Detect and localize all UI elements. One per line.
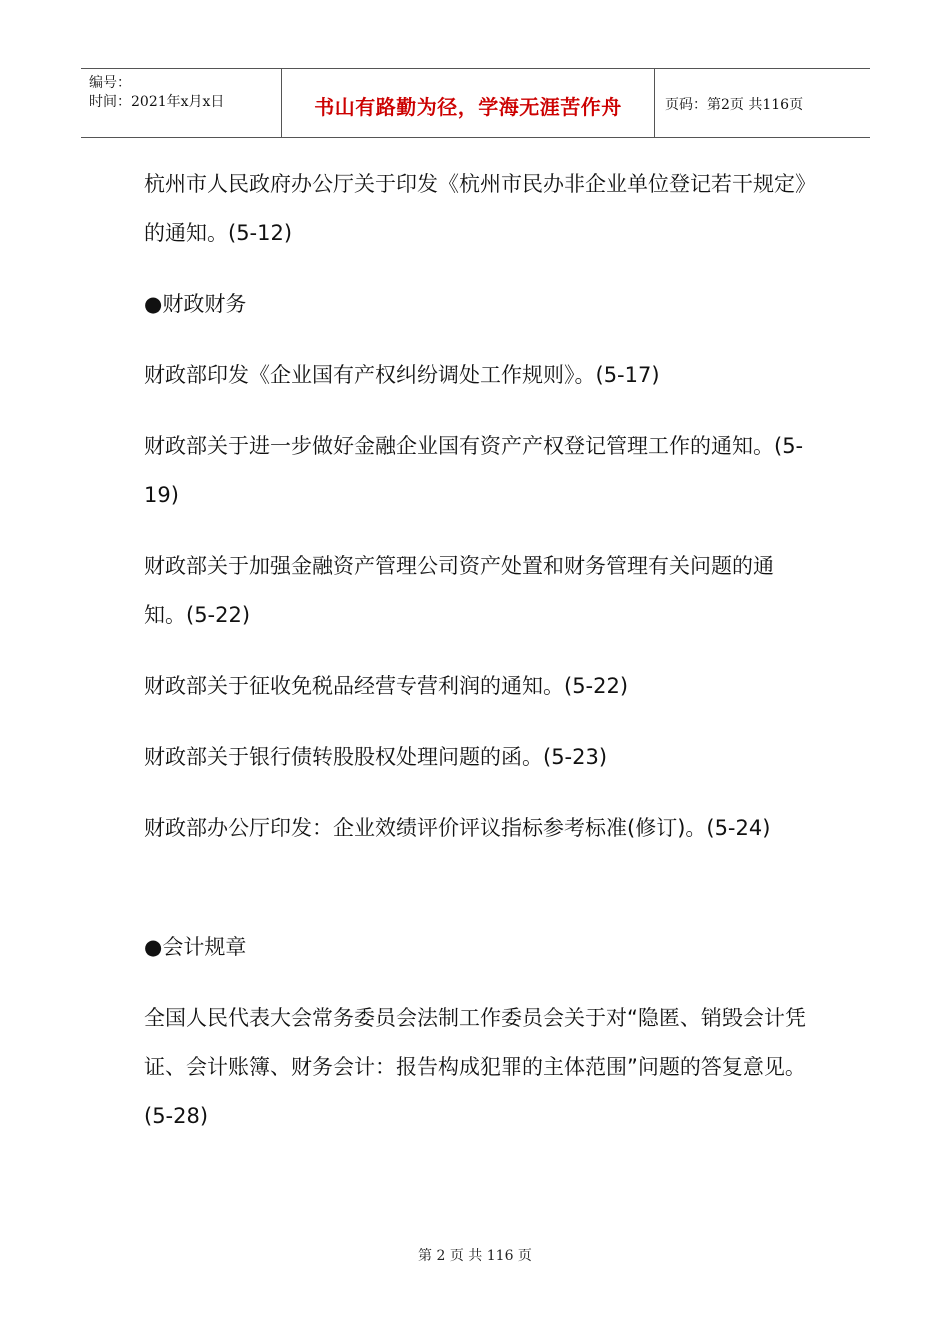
paragraph: 财政部关于加强金融资产管理公司资产处置和财务管理有关问题的通知。(5-22) (144, 554, 774, 627)
document-time-label: 时间：2021年x月x日 (89, 94, 225, 110)
paragraph: 财政部关于进一步做好金融企业国有资产产权登记管理工作的通知。(5-19) (144, 434, 804, 507)
document-body (144, 160, 814, 1141)
paragraph: 杭州市人民政府办公厅关于印发《杭州市民办非企业单位登记若干规定》的通知。(5-12) (144, 172, 806, 245)
paragraph: 财政部关于征收免税品经营专营利润的通知。(5-22) (144, 674, 629, 698)
paragraph: 全国人民代表大会常务委员会法制工作委员会关于对“隐匿、销毁会计凭证、会计账簿、财务会计：报告构成犯罪的主体范围”问题的答复意见。(5-28) (144, 1006, 806, 1128)
header-page-info: 页码：第2页 共116页 (665, 97, 804, 113)
document-header (81, 68, 870, 138)
header-motto-cell (282, 69, 655, 137)
page-footer: 第 2 页 共 116 页 (418, 1248, 532, 1264)
paragraph: 财政部关于银行债转股股权处理问题的函。(5-23) (144, 745, 608, 769)
document-id-label: 编号： (89, 75, 131, 91)
paragraph: 财政部印发《企业国有产权纠纷调处工作规则》。(5-17) (144, 363, 660, 387)
header-motto: 书山有路勤为径，学海无涯苦作舟 (314, 95, 622, 119)
section-heading: ●财政财务 (144, 292, 247, 316)
paragraph: 财政部办公厅印发：企业效绩评价评议指标参考标准(修订)。(5-24) (144, 816, 771, 840)
header-page-cell (655, 69, 870, 137)
section-heading: ●会计规章 (144, 935, 247, 959)
header-meta-cell (81, 69, 282, 137)
